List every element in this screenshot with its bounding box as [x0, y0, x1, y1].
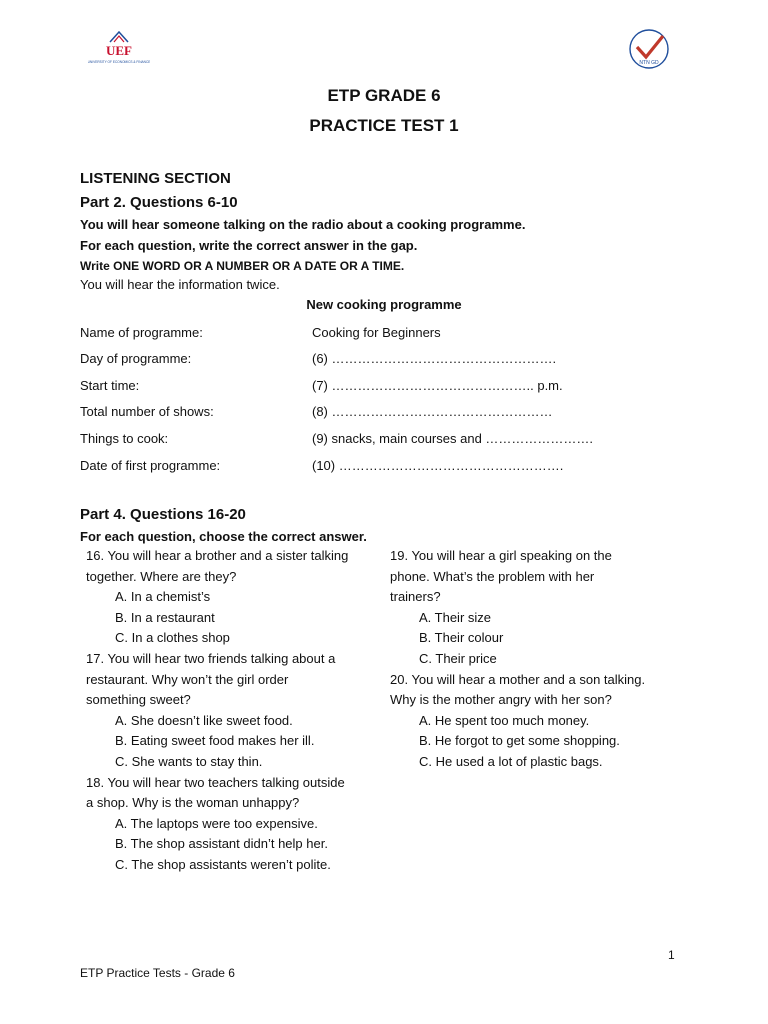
answer-option[interactable]: C. Their price [419, 650, 497, 666]
instruction-line: For each question, write the correct answer in the gap. [80, 238, 418, 253]
answer-option[interactable]: A. He spent too much money. [419, 712, 590, 728]
page-number: 1 [668, 948, 675, 962]
question-stem: together. Where are they? [86, 568, 237, 584]
ntn-seal-text: NTN GD [639, 60, 659, 66]
instruction-line: Write ONE WORD OR A NUMBER OR A DATE OR A TIME. [80, 259, 405, 273]
question-stem: a shop. Why is the woman unhappy? [86, 795, 300, 811]
question-stem: something sweet? [86, 692, 191, 708]
question-stem: restaurant. Why won’t the girl order [86, 671, 289, 687]
answer-option[interactable]: B. In a restaurant [115, 609, 215, 625]
answer-option[interactable]: A. In a chemist’s [115, 589, 211, 605]
question-stem: 16. You will hear a brother and a sister talking [86, 548, 349, 563]
question-stem: 20. You will hear a mother and a son talking. [390, 671, 646, 687]
question-stem: phone. What’s the problem with her [390, 568, 595, 584]
questions-left-column [86, 546, 381, 876]
questions-right-column [390, 546, 690, 773]
part4-instruction: For each question, choose the correct answer. [80, 529, 367, 544]
question-stem: 17. You will hear two friends talking about a [86, 650, 336, 666]
ntn-seal-logo [628, 28, 670, 70]
footer-text: ETP Practice Tests - Grade 6 [80, 966, 235, 980]
answer-option[interactable]: A. The laptops were too expensive. [115, 815, 318, 831]
answer-gap-7[interactable]: (7) ……………………………………….. p.m. [312, 378, 563, 393]
answer-option[interactable]: A. She doesn’t like sweet food. [115, 712, 293, 728]
answer-option[interactable]: B. Eating sweet food makes her ill. [115, 733, 315, 749]
answer-gap-9[interactable]: (9) snacks, main courses and ……………………. [312, 431, 594, 446]
part2-heading: Part 2. Questions 6-10 [80, 194, 238, 211]
row-label: Total number of shows: [80, 404, 214, 419]
answer-option[interactable]: C. The shop assistants weren’t polite. [115, 856, 331, 872]
answer-option[interactable]: B. Their colour [419, 630, 504, 646]
question-stem: 18. You will hear two teachers talking outside [86, 774, 345, 790]
answer-option[interactable]: C. He used a lot of plastic bags. [419, 753, 603, 769]
question-stem: Why is the mother angry with her son? [390, 692, 612, 708]
row-value: Cooking for Beginners [312, 325, 441, 340]
answer-option[interactable]: A. Their size [419, 609, 492, 625]
answer-option[interactable]: C. In a clothes shop [115, 630, 230, 646]
part4-heading: Part 4. Questions 16-20 [80, 506, 246, 523]
uef-logo-text: UEF [106, 43, 132, 58]
answer-option[interactable]: B. He forgot to get some shopping. [419, 733, 620, 749]
table-title: New cooking programme [306, 297, 462, 312]
question-stem: 19. You will hear a girl speaking on the [390, 548, 612, 563]
answer-option[interactable]: C. She wants to stay thin. [115, 753, 263, 769]
uef-logo-subtext: UNIVERSITY OF ECONOMICS & FINANCE [88, 60, 150, 64]
row-label: Day of programme: [80, 351, 192, 366]
answer-gap-6[interactable]: (6) ……………………………………………. [312, 351, 557, 366]
row-label: Things to cook: [80, 431, 169, 446]
uef-logo [88, 28, 150, 68]
page-title-test: PRACTICE TEST 1 [309, 116, 459, 135]
answer-option[interactable]: B. The shop assistant didn’t help her. [115, 836, 328, 852]
question-stem: trainers? [390, 589, 441, 605]
answer-gap-8[interactable]: (8) …………………………………………… [312, 404, 553, 419]
instruction-line: You will hear the information twice. [80, 277, 280, 292]
instruction-line: You will hear someone talking on the radio about a cooking programme. [80, 217, 526, 232]
page-title-grade: ETP GRADE 6 [327, 86, 441, 105]
answer-gap-10[interactable]: (10) ……………………………………………. [312, 458, 564, 473]
row-label: Date of first programme: [80, 458, 221, 473]
row-label: Name of programme: [80, 325, 203, 340]
row-label: Start time: [80, 378, 140, 393]
listening-section-heading: LISTENING SECTION [80, 170, 231, 187]
